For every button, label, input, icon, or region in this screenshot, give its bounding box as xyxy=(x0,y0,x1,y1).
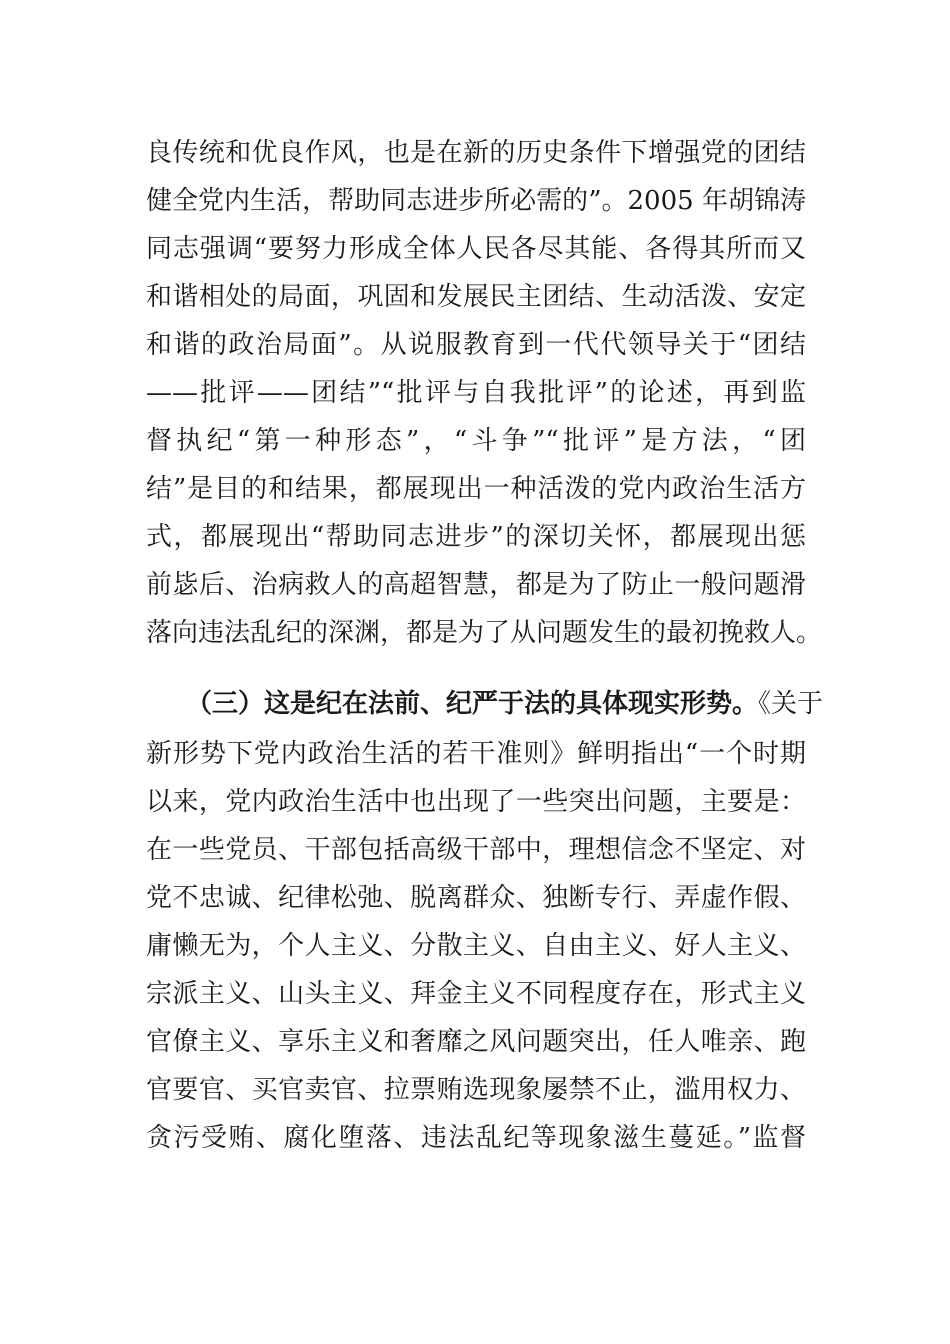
text-line: 在一些党员、干部包括高级干部中，理想信念不坚定、对 xyxy=(146,835,806,865)
text-line: 宗派主义、山头主义、拜金主义不同程度存在，形式主义 xyxy=(146,979,806,1009)
text-line xyxy=(186,684,824,724)
text-run: 《关于 xyxy=(758,689,824,719)
text-line: 党不忠诚、纪律松弛、脱离群众、独断专行、弄虚作假、 xyxy=(146,883,806,913)
text-line: 官要官、买官卖官、拉票贿选现象屡禁不止，滥用权力、 xyxy=(146,1075,806,1105)
text-line: 和谐的政治局面”。从说服教育到一代代领导关于“团结 xyxy=(146,330,806,360)
text-line: 庸懒无为，个人主义、分散主义、自由主义、好人主义、 xyxy=(146,931,806,961)
text-line: 前毖后、治病救人的高超智慧，都是为了防止一般问题滑 xyxy=(146,570,806,600)
section-heading: （三）这是纪在法前、纪严于法的具体现实形势。 xyxy=(186,689,759,719)
text-line: 式，都展现出“帮助同志进步”的深切关怀，都展现出惩 xyxy=(146,522,806,552)
text-line: 同志强调“要努力形成全体人民各尽其能、各得其所而又 xyxy=(146,234,806,264)
text-line: 督执纪“第一种形态”，“斗争”“批评”是方法，“团 xyxy=(146,426,806,456)
text-line: 健全党内生活，帮助同志进步所必需的”。2005 年胡锦涛 xyxy=(146,186,806,216)
text-line: 新形势下党内政治生活的若干准则》鲜明指出“一个时期 xyxy=(146,739,806,769)
text-line: 贪污受贿、腐化堕落、违法乱纪等现象滋生蔓延。”监督 xyxy=(146,1123,806,1153)
text-line: 良传统和优良作风，也是在新的历史条件下增强党的团结 xyxy=(146,138,806,168)
text-line: 结”是目的和结果，都展现出一种活泼的党内政治生活方 xyxy=(146,474,806,504)
text-line: 和谐相处的局面，巩固和发展民主团结、生动活泼、安定 xyxy=(146,282,806,312)
text-line: ——批评——团结”“批评与自我批评”的论述，再到监 xyxy=(146,378,806,408)
text-line: 以来，党内政治生活中也出现了一些突出问题，主要是： xyxy=(146,787,806,817)
text-line: 落向违法乱纪的深渊，都是为了从问题发生的最初挽救人。 xyxy=(146,618,823,648)
text-line: 官僚主义、享乐主义和奢靡之风问题突出，任人唯亲、跑 xyxy=(146,1027,806,1057)
